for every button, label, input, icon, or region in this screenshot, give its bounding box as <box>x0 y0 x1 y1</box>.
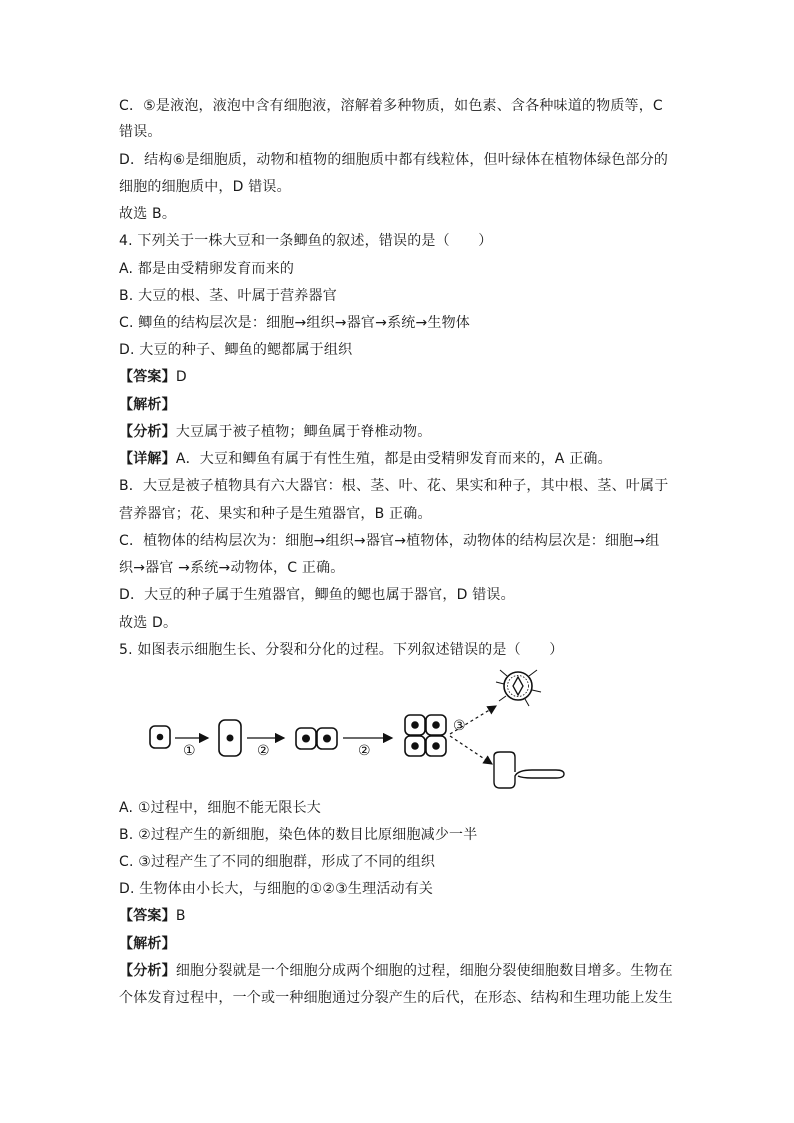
q5-option-b: B. ②过程产生的新细胞，染色体的数目比原细胞减少一半 <box>119 827 478 843</box>
q5-option-d: D. 生物体由小长大，与细胞的①②③生理活动有关 <box>119 881 434 897</box>
cell-process-diagram <box>140 664 580 796</box>
differentiated-root-hair-cell <box>494 756 564 788</box>
arrow-differentiation-down <box>450 736 492 764</box>
nucleus <box>302 735 310 743</box>
q5-option-a: A. ①过程中，细胞不能无限长大 <box>119 800 321 816</box>
text-line: 故选 B。 <box>119 206 177 222</box>
text-line: 织→器官 →系统→动物体，C 正确。 <box>119 560 345 576</box>
nucleus <box>432 742 440 750</box>
fenxi-text: 大豆属于被子植物；鲫鱼属于脊椎动物。 <box>175 424 432 440</box>
nucleus <box>411 721 419 729</box>
label-step-1: ① <box>183 743 196 759</box>
label-step-2a: ② <box>257 743 270 759</box>
answer-tag: 【答案】 <box>119 908 176 924</box>
text-line: 个体发育过程中，一个或一种细胞通过分裂产生的后代，在形态、结构和生理功能上发生 <box>119 990 673 1006</box>
text-line: D．大豆的种子属于生殖器官，鲫鱼的鳃也属于器官，D 错误。 <box>119 587 515 603</box>
differentiated-round-cell <box>496 670 541 706</box>
text-line: 细胞的细胞质中，D 错误。 <box>119 179 291 195</box>
analysis-tag: 【解析】 <box>119 936 176 952</box>
q5-fenxi-line <box>119 961 673 981</box>
q5-answer-line <box>119 906 186 926</box>
text-line: D．结构⑥是细胞质，动物和植物的细胞质中都有线粒体，但叶绿体在植物体绿色部分的 <box>119 152 669 168</box>
nucleus <box>157 734 164 741</box>
text-line: 错误。 <box>119 124 162 140</box>
label-step-2b: ② <box>358 743 371 759</box>
q5-option-c: C. ③过程产生了不同的细胞群，形成了不同的组织 <box>119 854 436 870</box>
nucleus <box>432 721 440 729</box>
answer-tag: 【答案】 <box>119 369 176 385</box>
nucleus <box>323 735 331 743</box>
label-step-3: ③ <box>453 718 466 734</box>
text-line: C．植物体的结构层次为：细胞→组织→器官→植物体，动物体的结构层次是：细胞→组 <box>119 533 660 549</box>
text-line: C．⑤是液泡，液泡中含有细胞液，溶解着多种物质，如色素、含各种味道的物质等，C <box>119 98 663 114</box>
answer-value: B <box>175 908 186 924</box>
answer-value: D <box>175 369 187 385</box>
question-5-stem: 5. 如图表示细胞生长、分裂和分化的过程。下列叙述错误的是（ ） <box>119 642 564 658</box>
xiangjie-text: A．大豆和鲫鱼有属于有性生殖，都是由受精卵发育而来的，A 正确。 <box>175 451 612 467</box>
q4-fenxi-line <box>119 422 431 442</box>
q4-option-a: A. 都是由受精卵发育而来的 <box>119 261 295 277</box>
q4-answer-line <box>119 367 187 387</box>
text-line: 故选 D。 <box>119 615 178 631</box>
root-hair-cell-top <box>494 752 515 772</box>
analysis-tag: 【解析】 <box>119 397 176 413</box>
nucleus <box>227 735 234 742</box>
fenxi-tag: 【分析】 <box>119 424 176 440</box>
q4-option-d: D. 大豆的种子、鲫鱼的鳃都属于组织 <box>119 342 353 358</box>
fenxi-text: 细胞分裂就是一个细胞分成两个细胞的过程，细胞分裂使细胞数目增多。生物在 <box>175 963 673 979</box>
q4-option-c: C. 鲫鱼的结构层次是：细胞→组织→器官→系统→生物体 <box>119 315 470 331</box>
fenxi-tag: 【分析】 <box>119 963 176 979</box>
xiangjie-tag: 【详解】 <box>119 451 176 467</box>
question-4-stem: 4. 下列关于一株大豆和一条鲫鱼的叙述，错误的是（ ） <box>119 233 493 249</box>
q4-xiangjie-line <box>119 449 612 469</box>
text-line: B．大豆是被子植物具有六大器官：根、茎、叶、花、果实和种子，其中根、茎、叶属于 <box>119 478 669 494</box>
q4-option-b: B. 大豆的根、茎、叶属于营养器官 <box>119 288 337 304</box>
text-line: 营养器官；花、果实和种子是生殖器官，B 正确。 <box>119 506 432 522</box>
nucleus <box>411 742 419 750</box>
